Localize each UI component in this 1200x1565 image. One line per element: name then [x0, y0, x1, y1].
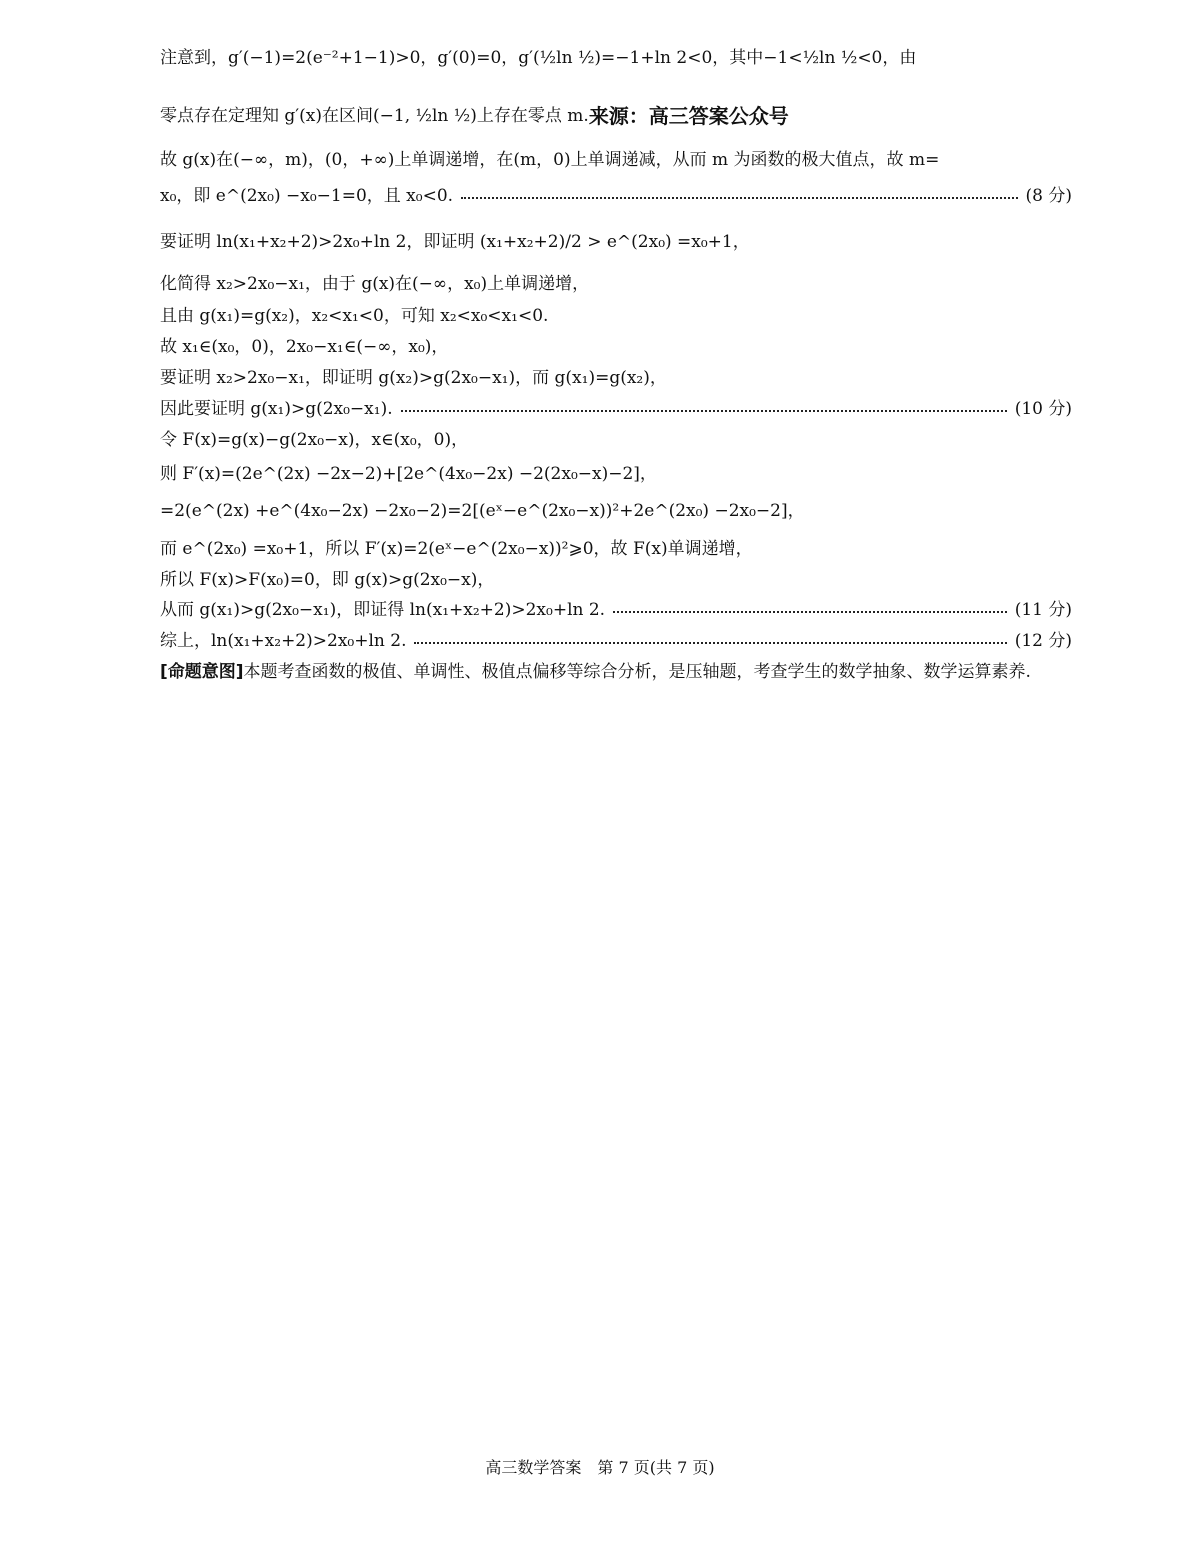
- leader-dots: [401, 410, 1007, 412]
- solution-line-13: =2(e^(2x) +e^(4x₀−2x) −2x₀−2)=2[(eˣ−e^(2x₀−x))²+2e^(2x₀) −2x₀−2]，: [160, 501, 805, 521]
- solution-line-9: 要证明 x₂>2x₀−x₁，即证明 g(x₂)>g(2x₀−x₁)，而 g(x₁)=g(x₂)，: [160, 368, 667, 388]
- question-intent: [160, 656, 1072, 688]
- solution-line-17: 综上，ln(x₁+x₂+2)>2x₀+ln 2. (12 分): [160, 631, 1072, 651]
- score-mark: (10 分): [1014, 399, 1072, 419]
- solution-line-1: 注意到，g′(−1)=2(e⁻²+1−1)>0，g′(0)=0，g′(½ln ½)=−1+ln 2<0，其中−1<½ln ½<0，由: [160, 48, 917, 68]
- solution-line-12: 则 F′(x)=(2e^(2x) −2x−2)+[2e^(4x₀−2x) −2(2x₀−x)−2]，: [160, 464, 657, 484]
- solution-line-15: 所以 F(x)>F(x₀)=0，即 g(x)>g(2x₀−x)，: [160, 570, 495, 590]
- solution-line-14: 而 e^(2x₀) =x₀+1，所以 F′(x)=2(eˣ−e^(2x₀−x))²⩾0，故 F(x)单调递增，: [160, 539, 753, 559]
- solution-line-7: 且由 g(x₁)=g(x₂)，x₂<x₁<0，可知 x₂<x₀<x₁<0.: [160, 306, 549, 326]
- score-mark: (8 分): [1025, 186, 1072, 206]
- leader-dots: [414, 642, 1006, 644]
- solution-line-4: x₀，即 e^(2x₀) −x₀−1=0，且 x₀<0. (8 分): [160, 186, 1072, 206]
- intent-label: [命题意图]: [160, 662, 244, 682]
- solution-line-2: 零点存在定理知 g′(x)在区间(−1, ½ln ½)上存在零点 m. 来源：高三答案公众号: [160, 104, 789, 128]
- score-mark: (12 分): [1014, 631, 1072, 651]
- leader-dots: [461, 197, 1017, 199]
- solution-line-6: 化简得 x₂>2x₀−x₁，由于 g(x)在(−∞，x₀)上单调递增，: [160, 274, 590, 294]
- solution-line-3: 故 g(x)在(−∞，m)，(0，+∞)上单调递增，在(m，0)上单调递减，从而 m 为函数的极大值点，故 m=: [160, 150, 940, 170]
- solution-line-10: 因此要证明 g(x₁)>g(2x₀−x₁). (10 分): [160, 399, 1072, 419]
- solution-line-8: 故 x₁∈(x₀，0)，2x₀−x₁∈(−∞，x₀)，: [160, 337, 449, 357]
- source-watermark: 来源：高三答案公众号: [588, 104, 789, 128]
- solution-line-5: 要证明 ln(x₁+x₂+2)>2x₀+ln 2，即证明 (x₁+x₂+2)/2 > e^(2x₀) =x₀+1，: [160, 232, 750, 252]
- solution-line-16: 从而 g(x₁)>g(2x₀−x₁)，即证得 ln(x₁+x₂+2)>2x₀+ln 2. (11 分): [160, 600, 1072, 620]
- score-mark: (11 分): [1014, 600, 1072, 620]
- page-footer: 高三数学答案 第 7 页(共 7 页): [485, 1458, 715, 1477]
- leader-dots: [613, 611, 1007, 613]
- solution-line-11: 令 F(x)=g(x)−g(2x₀−x)，x∈(x₀，0)，: [160, 430, 469, 450]
- intent-text: 本题考查函数的极值、单调性、极值点偏移等综合分析，是压轴题，考查学生的数学抽象、数学运算素养.: [243, 662, 1031, 682]
